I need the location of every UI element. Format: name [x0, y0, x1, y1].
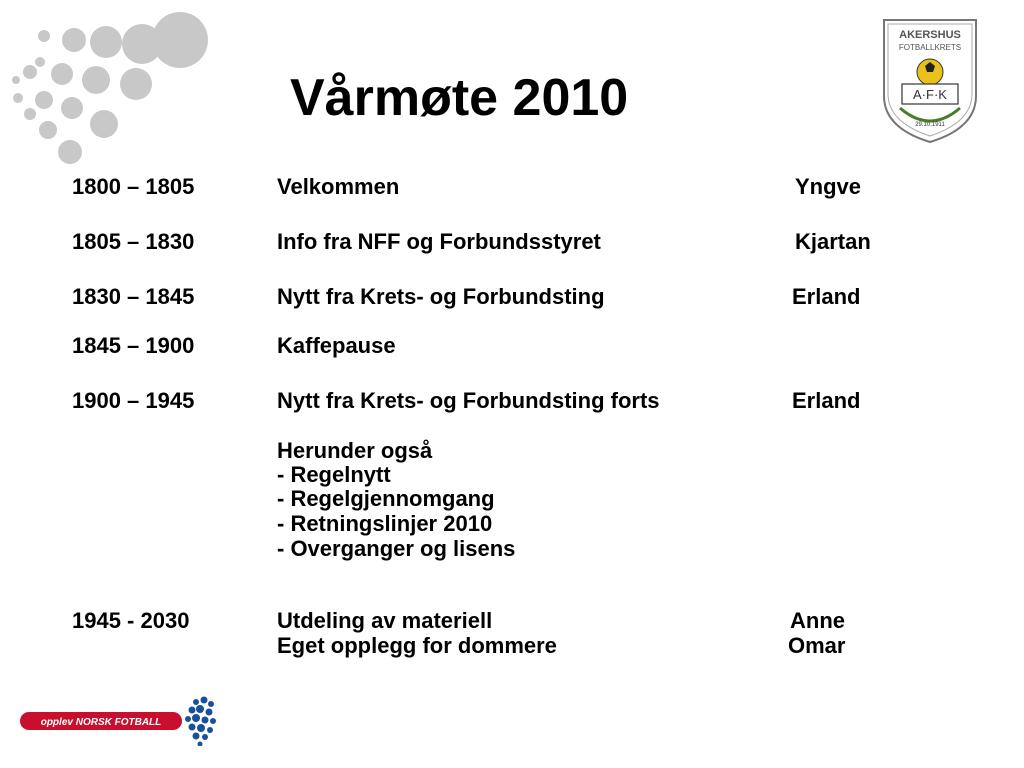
- opplev-norsk-fotball-logo: [18, 694, 218, 746]
- agenda-presenter: Erland: [792, 388, 861, 413]
- agenda-time: 1845 – 1900: [72, 333, 195, 358]
- agenda-presenter: Anne: [790, 608, 845, 633]
- logo-line2: FOTBALLKRETS: [898, 43, 962, 52]
- agenda-subitem: - Retningslinjer 2010: [277, 511, 493, 536]
- agenda-item: Eget opplegg for dommere: [277, 633, 557, 658]
- agenda-subitem: - Regelgjennomgang: [277, 486, 495, 511]
- agenda-presenter: Kjartan: [795, 229, 871, 254]
- agenda-subitem: - Overganger og lisens: [277, 536, 516, 561]
- agenda-presenter: Erland: [792, 284, 861, 309]
- agenda-time: 1805 – 1830: [72, 229, 195, 254]
- page-title: Vårmøte 2010: [290, 69, 629, 127]
- agenda-item: Velkommen: [277, 174, 400, 199]
- agenda-subheading: Herunder også: [277, 438, 433, 463]
- agenda-time: 1900 – 1945: [72, 388, 195, 413]
- agenda-item: Kaffepause: [277, 333, 396, 358]
- agenda-item: Info fra NFF og Forbundsstyret: [277, 229, 601, 254]
- logo-date: 29.10.1911: [915, 122, 945, 128]
- agenda-time: 1830 – 1845: [72, 284, 195, 309]
- logo-line1: AKERSHUS: [899, 29, 961, 41]
- agenda-presenter: Omar: [788, 633, 846, 658]
- agenda-subitem: - Regelnytt: [277, 462, 391, 487]
- agenda-time: 1800 – 1805: [72, 174, 195, 199]
- agenda-item: Utdeling av materiell: [277, 608, 493, 633]
- agenda-time: 1945 - 2030: [72, 608, 190, 633]
- footer-logo-text: opplev NORSK FOTBALL: [40, 717, 162, 728]
- agenda-presenter: Yngve: [795, 174, 862, 199]
- logo-initials: A·F·K: [913, 87, 947, 102]
- agenda-item: Nytt fra Krets- og Forbundsting forts: [277, 388, 660, 413]
- agenda-item: Nytt fra Krets- og Forbundsting: [277, 284, 605, 309]
